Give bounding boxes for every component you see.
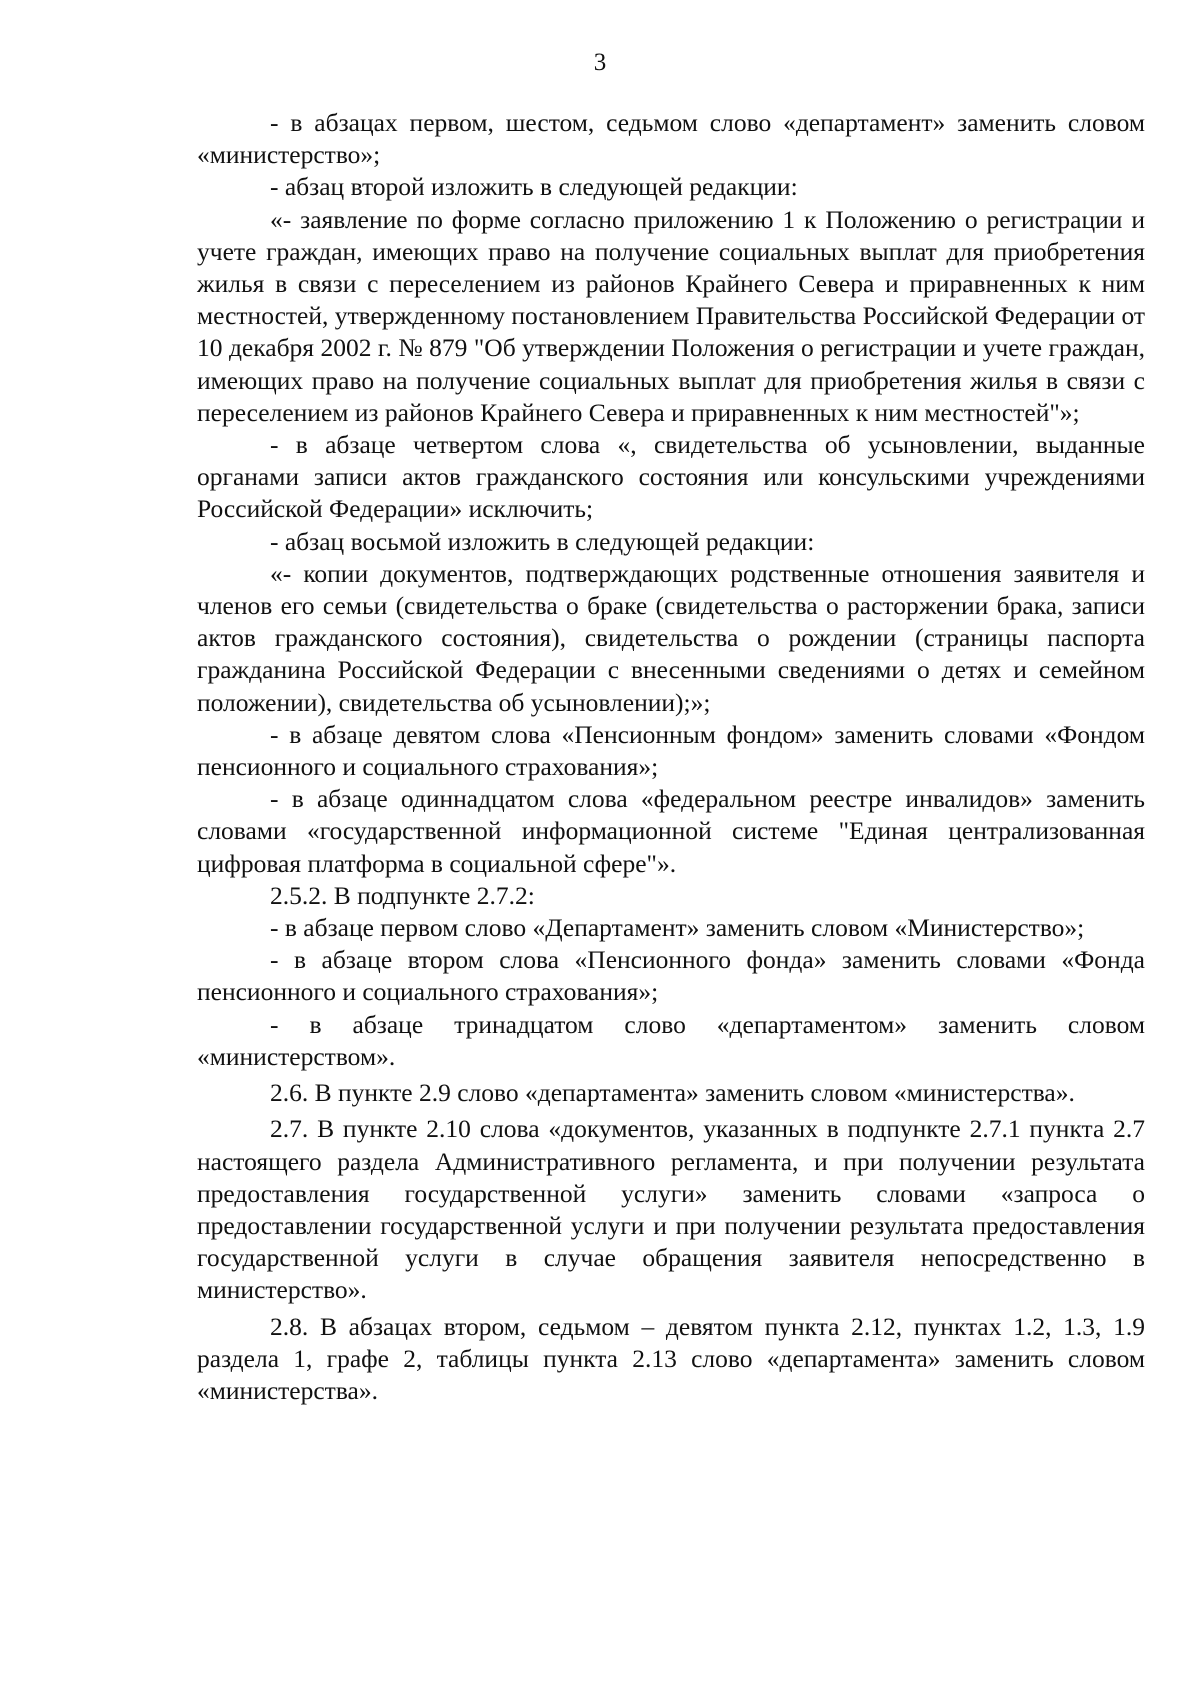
paragraph: - в абзаце четвертом слова «, свидетельства об усыновлении, выданные органами записи актов гражданского состояния или консульскими учреждениями Российской Федерации» исключить; xyxy=(197,430,1145,524)
document-body xyxy=(197,107,1145,1407)
paragraph: - в абзацах первом, шестом, седьмом слово «департамент» заменить словом «министерство»; xyxy=(197,108,1145,170)
paragraph: - в абзаце первом слово «Департамент» заменить словом «Министерство»; xyxy=(270,913,1085,943)
paragraph: - абзац восьмой изложить в следующей редакции: xyxy=(270,526,815,556)
paragraph: - в абзаце одиннадцатом слова «федеральном реестре инвалидов» заменить словами «государственной информационной системе "Единая централизованная цифровая платформа в социальной сфере"». xyxy=(197,784,1145,878)
paragraph: 2.6. В пункте 2.9 слово «департамента» заменить словом «министерства». xyxy=(270,1078,1075,1108)
paragraph: 2.8. В абзацах втором, седьмом – девятом пункта 2.12, пунктах 1.2, 1.3, 1.9 раздела 1, графе 2, таблицы пункта 2.13 слово «департамента» заменить словом «министерства». xyxy=(197,1311,1145,1405)
page-number: 3 xyxy=(593,49,607,76)
paragraph: - абзац второй изложить в следующей редакции: xyxy=(270,172,798,202)
paragraph: 2.5.2. В подпункте 2.7.2: xyxy=(270,880,535,910)
paragraph: - в абзаце девятом слова «Пенсионным фондом» заменить словами «Фондом пенсионного и социального страхования»; xyxy=(197,719,1145,782)
paragraph: - в абзаце тринадцатом слово «департаментом» заменить словом «министерством». xyxy=(197,1009,1145,1071)
paragraph: «- заявление по форме согласно приложению 1 к Положению о регистрации и учете граждан, имеющих право на получение социальных выплат для приобретения жилья в связи с переселением из районов Крайнего Севера и приравненных к ним местностей, утвержденному постановлением Правительства Российской Федерации от 10 декабря 2002 г. № 879 "Об утверждении Положения о регистрации и учете граждан, имеющих право на получение социальных выплат для приобретения жилья в связи с переселением из районов Крайнего Севера и приравненных к ним местностей"»; xyxy=(197,204,1145,427)
paragraph: 2.7. В пункте 2.10 слова «документов, указанных в подпункте 2.7.1 пункта 2.7 настоящего раздела Административного регламента, и при получении результата предоставления государственной услуги» заменить словами «запроса о предоставлении государственной услуги и при получении результата предоставления государственной услуги в случае обращения заявителя непосредственно в министерство». xyxy=(197,1114,1145,1305)
paragraph: - в абзаце втором слова «Пенсионного фонда» заменить словами «Фонда пенсионного и социального страхования»; xyxy=(197,945,1145,1007)
paragraph: «- копии документов, подтверждающих родственные отношения заявителя и членов его семьи (свидетельства о браке (свидетельства о расторжении брака, записи актов гражданского состояния), свидетельства о рождении (страницы паспорта гражданина Российской Федерации с внесенными сведениями о детях и семейном положении), свидетельства об усыновлении);»; xyxy=(197,558,1145,717)
